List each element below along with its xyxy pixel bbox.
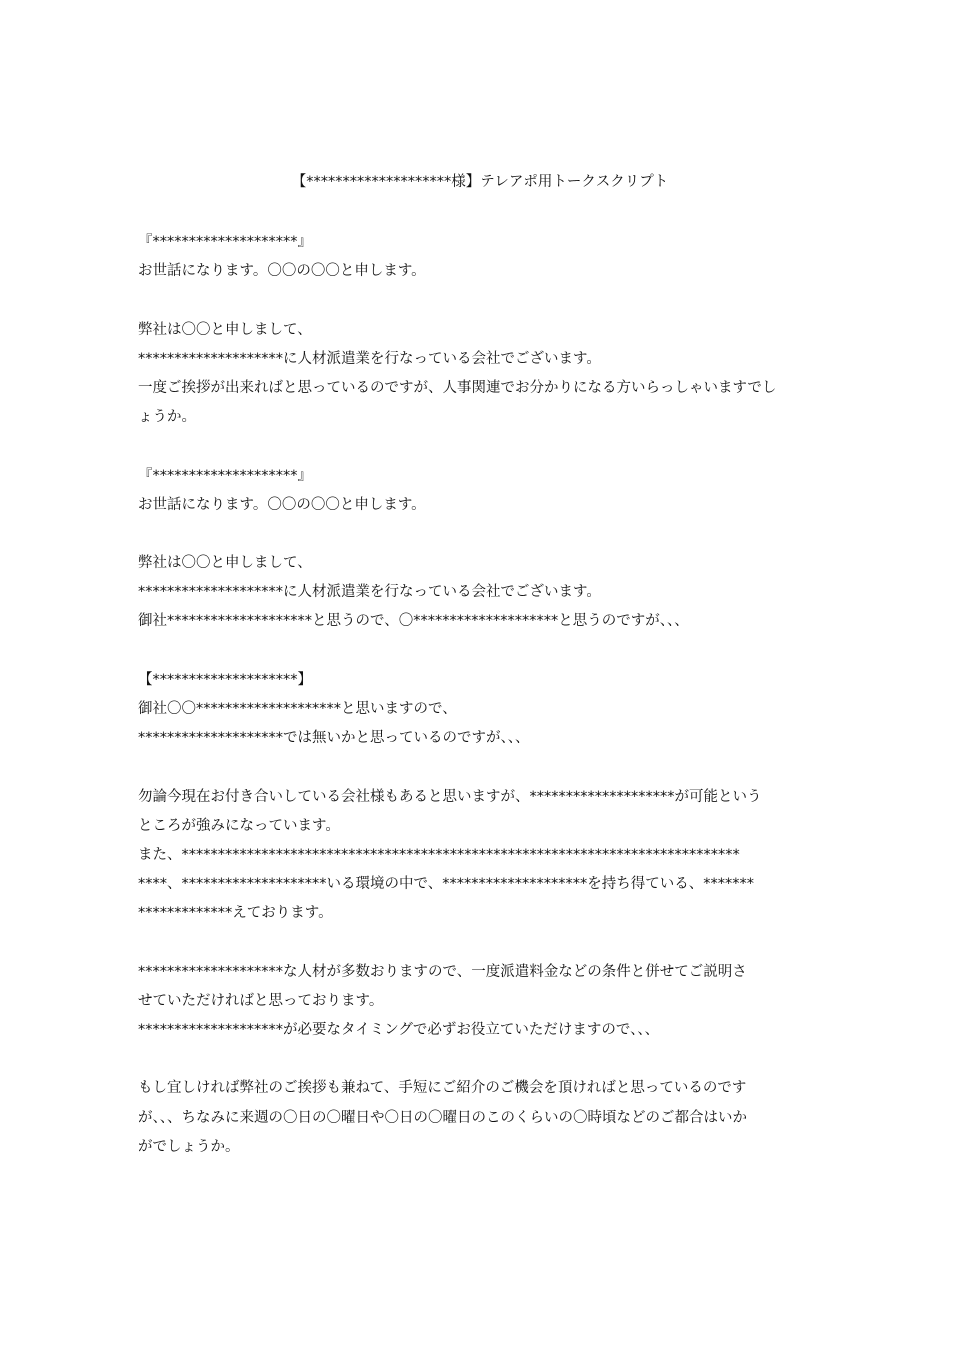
text-line: ********************に人材派遣業を行なっている会社でございます。 [138,584,601,601]
blank-line [138,929,828,958]
text-line: せていただければと思っております。 [138,992,384,1009]
text-line: ところが強みになっています。 [138,817,340,834]
blank-line [138,1045,828,1074]
text-line: が、、、ちなみに来週の〇日の〇曜日や〇日の〇曜日のこのくらいの〇時頃などのご都合はいか [138,1109,747,1126]
text-line: ********************が必要なタイミングで必ずお役立ていただけますので、、、 [138,1022,660,1039]
text-line: もし宜しければ弊社のご挨拶も兼ねて、手短にご紹介のご機会を頂ければと思っているのです [138,1080,747,1097]
text-line: ********************に人材派遣業を行なっている会社でございます。 [138,350,601,367]
text-line: お世話になります。〇〇の〇〇と申します。 [138,263,426,280]
text-line: 弊社は〇〇と申しまして、 [138,555,312,572]
text-line: 弊社は〇〇と申しまして、 [138,321,312,338]
text-line: また、***************************************************************************** [138,846,740,863]
text-line: 一度ご挨拶が出来ればと思っているのですが、人事関連でお分かりになる方いらっしゃいますでし [138,379,777,396]
text-line: 御社〇〇********************と思いますので、 [138,701,457,717]
blank-line [138,753,828,782]
text-line: お世話になります。〇〇の〇〇と申します。 [138,496,426,513]
text-line: 勿論今現在お付き合いしている会社様もあると思いますが、********************が可能という [138,788,762,805]
text-line: 『********************』 [138,467,312,484]
script-body [138,228,828,1162]
text-line: 御社********************と思うので、〇********************と思うのですが、、、 [138,613,689,630]
text-line: ょうか。 [138,409,196,426]
text-line: *************えております。 [138,905,333,922]
blank-line [138,286,828,315]
document-title: 【********************様】テレアポ用トークスクリプト [291,174,669,190]
text-line: がでしょうか。 [138,1138,240,1155]
text-line: 『********************』 [138,234,312,250]
blank-line [138,432,828,461]
text-line: ********************では無いかと思っているのですが、、、 [138,730,530,747]
blank-line [138,520,828,549]
blank-line [138,637,828,666]
text-line: ********************な人材が多数おりますので、一度派遣料金などの条件と併せてご説明さ [138,963,747,980]
text-line: 【********************】 [138,671,312,688]
text-line: ****、********************いる環境の中で、********************を持ち得ている、******* [138,876,754,893]
